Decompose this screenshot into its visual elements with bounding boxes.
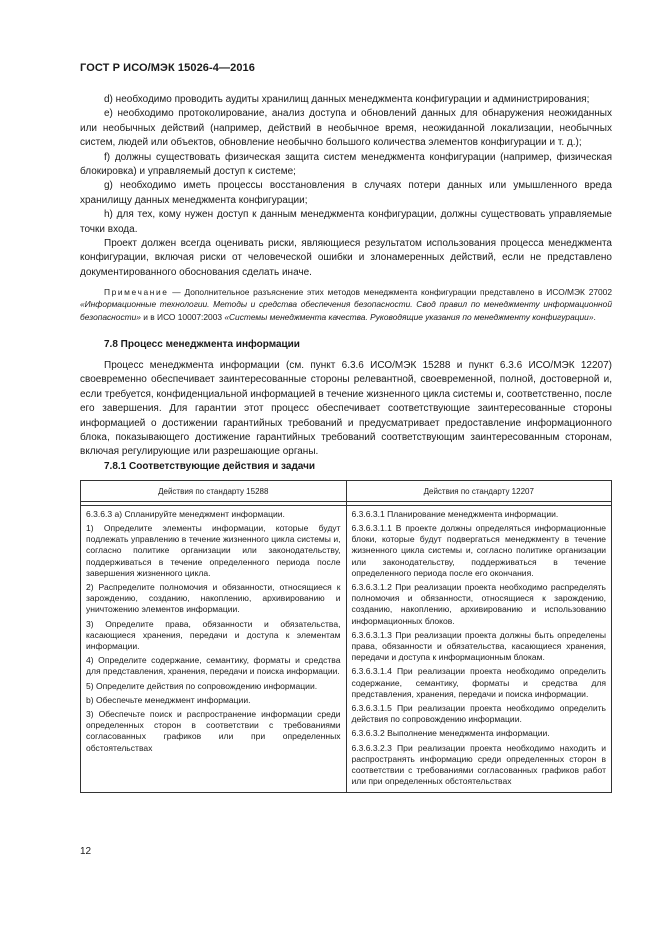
right-item: 6.3.6.3.1.3 При реализации проекта должны быть определены права, обязанности и обязательства, касающиеся хранения, передачи и доступа к информационным блокам. [351, 629, 606, 663]
list-item-f: f) должны существовать физическая защита систем менеджмента конфигурации (например, физическая блокировка) и управляемый доступ к системе; [80, 151, 612, 178]
note-text-2: и в ИСО 10007:2003 [140, 311, 225, 322]
left-item: 1) Определите элементы информации, которые будут подлежать управлению в течение жизненного цикла системы и, согласно политике организации или законодательству, поддерживаться в течение определенного периода после завершения жизненного цикла. [86, 522, 341, 578]
table-header-12207: Действия по стандарту 12207 [346, 480, 612, 501]
section-paragraph: Процесс менеджмента информации (см. пункт 6.3.6 ИСО/МЭК 15288 и пункт 6.3.6 ИСО/МЭК 12207) своевременно обеспечивает заинтересованные стороны релевантной, своевременной, полной, достоверной и, если требуется, конфиденциальной информацией в течение жизненного цикла системы и, соответственно, после его завершения. Для гарантии этот процесс обеспечивает соответствующие заинтересованные стороны информацией о достижении гарантийных требований и предусматривает предоставление информационного блока, показывающего достижение гарантийных требований соответствующим заинтересованным сторонам, включая регулирующие или разрешающие органы. [80, 359, 612, 458]
table-row [81, 505, 612, 793]
note-text-3: . [593, 311, 596, 322]
note-paragraph [80, 286, 612, 323]
table-cell-right [346, 505, 612, 793]
right-item: 6.3.6.3.2.3 При реализации проекта необходимо находить и распространять информацию среди определенных сторон в соответствии с требованиями согласованных графиков работ или при определенных обстоятельствах [351, 742, 606, 787]
note-ref-27002: «Информационные технологии. Методы и средства обеспечения безопасности. Свод правил по менеджменту информационной безопасности» [80, 299, 612, 322]
right-item: 6.3.6.3.1.2 При реализации проекта необходимо распределять полномочия и обязанности, относящиеся к зарождению, созданию, накоплению, архивированию и использованию информационных блоков. [351, 581, 606, 626]
right-item: 6.3.6.3.1.4 При реализации проекта необходимо определить содержание, семантику, форматы и средства для представления, хранения, передачи и поиска информации. [351, 666, 606, 699]
left-item: 3) Определите права, обязанности и обязательства, касающиеся хранения, передачи и доступа к элементам информации. [86, 618, 341, 651]
note-label: Примечание [104, 287, 169, 298]
left-item: b) Обеспечьте менеджмент информации. [86, 694, 251, 705]
section-title: 7.8 Процесс менеджмента информации [104, 338, 300, 350]
table-header-15288: Действия по стандарту 15288 [81, 480, 347, 501]
list-item-e: e) необходимо протоколирование, анализ доступа и обновлений данных для обнаружения неожиданных или необычных действий (например, действий в необычное время, неожиданной локализации, необычных систем, людей или объектов, обновление необычно большого количества элементов конфигурации и т. д.); [80, 108, 612, 149]
note-text-1: — Дополнительное разъяснение этих методов менеджмента конфигурации представлено в ИСО/МЭК 27002 [168, 287, 612, 298]
list-item-d: d) необходимо проводить аудиты хранилищ данных менеджмента конфигурации и администрирования; [104, 94, 590, 105]
list-item-h: h) для тех, кому нужен доступ к данным менеджмента конфигурации, должны существовать управляемые точки входа. [80, 209, 612, 235]
left-item: 3) Обеспечьте поиск и распространение информации среди определенных сторон в соответствии с требованиями согласованных графиков или при определенных обстоятельствах [86, 708, 341, 753]
note-ref-10007: «Системы менеджмента качества. Руководящие указания по менеджменту конфигурации» [224, 311, 594, 322]
left-item: 2) Распределите полномочия и обязанности, относящиеся к зарождению, созданию, накоплению, архивированию и уничтожению элементов информации. [86, 581, 341, 615]
activities-table [80, 480, 612, 794]
left-item: 5) Определите действия по сопровождению информации. [86, 680, 318, 691]
right-item: 6.3.6.3.1.1 В проекте должны определяться информационные блоки, которые будут подвергаться менеджменту в течение жизненного цикла системы и, согласно политике организации или законодательству, поддерживаться в течение определенного периода после его окончания. [351, 522, 606, 578]
document-body [80, 93, 612, 793]
risk-paragraph: Проект должен всегда оценивать риски, являющиеся результатом использования процесса менеджмента конфигурации, включая риски от человеческой ошибки и злонамеренных действий, если не представлено документированного обоснования сделать иначе. [80, 238, 612, 278]
page-number: 12 [80, 846, 92, 857]
right-item: 6.3.6.3.2 Выполнение менеджмента информации. [351, 728, 550, 739]
document-header: ГОСТ Р ИСО/МЭК 15026-4—2016 [80, 62, 255, 74]
subsection-title: 7.8.1 Соответствующие действия и задачи [104, 460, 316, 472]
right-item: 6.3.6.3.1.5 При реализации проекта необходимо определить действия по сопровождению информации. [351, 702, 606, 725]
left-item: 6.3.6.3 a) Спланируйте менеджмент информации. [86, 508, 285, 519]
table-cell-left [81, 505, 347, 793]
left-item: 4) Определите содержание, семантику, форматы и средства для представления, хранения, передачи и поиска информации. [86, 655, 341, 677]
list-item-g: g) необходимо иметь процессы восстановления в случаях потери данных или умышленного вреда хранилищу данных менеджмента конфигурации; [80, 180, 612, 206]
right-item: 6.3.6.3.1 Планирование менеджмента информации. [351, 508, 559, 519]
